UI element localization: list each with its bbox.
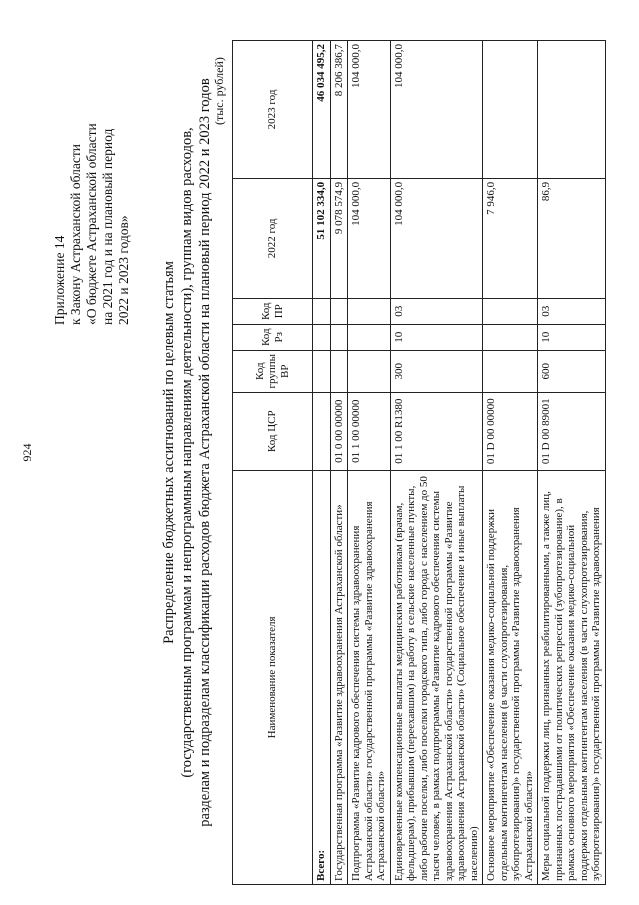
- row-vr: [483, 350, 538, 392]
- row-pr: [483, 298, 538, 324]
- total-2023: 46 034 495,2: [313, 41, 331, 179]
- header-vr: Код группы ВР: [233, 350, 313, 392]
- row-rz: 10: [390, 324, 483, 350]
- row-2023: 104 000,0: [348, 41, 391, 179]
- table-row: [483, 41, 538, 885]
- row-2023: [538, 41, 606, 179]
- header-2023: 2023 год: [233, 41, 313, 179]
- row-rz: 10: [538, 324, 606, 350]
- title-line-3: разделам и подразделам классификации расходов бюджета Астраханской области на плановый период 2022 и 2023 годов: [197, 78, 213, 827]
- row-name: Государственная программа «Развитие здравоохранения Астраханской области»: [330, 470, 348, 884]
- header-2022: 2022 год: [233, 178, 313, 298]
- table-header-row: [233, 41, 313, 885]
- appendix-header: [52, 25, 132, 325]
- row-pr: 03: [538, 298, 606, 324]
- row-pr: [330, 298, 348, 324]
- row-name: Единовременные компенсационные выплаты медицинским работникам (врачам, фельдшерам), прибывшим (переехавшим) на работу в сельские населенные пункты, либо рабочие поселки, либо поселки городского типа, либо города с населением до 50 тысяч человек, в рамках подпрограммы «Развитие кадрового обеспечения системы здравоохранения Астраханской области» государственной программы «Развитие здравоохранения Астраханской области» (Социальное обеспечение и иные выплаты населению): [390, 470, 483, 884]
- row-csr: 01 0 00 00000: [330, 392, 348, 470]
- row-vr: [330, 350, 348, 392]
- table-row: [390, 41, 483, 885]
- row-pr: [348, 298, 391, 324]
- row-csr: 01 D 00 89001: [538, 392, 606, 470]
- appendix-line-3: «О бюджете Астраханской области: [84, 123, 99, 325]
- row-2023: 104 000,0: [390, 41, 483, 179]
- row-2023: 8 206 386,7: [330, 41, 348, 179]
- row-vr: 600: [538, 350, 606, 392]
- row-rz: [330, 324, 348, 350]
- row-rz: [348, 324, 391, 350]
- row-csr: 01 1 00 R1380: [390, 392, 483, 470]
- title-line-2: (государственным программам и непрограммным направлениям деятельности), группам видов расходов,: [179, 127, 195, 778]
- row-name: Подпрограмма «Развитие кадрового обеспечения системы здравоохранения Астраханской области» государственной программы «Развитие здравоохранения Астраханской области»: [348, 470, 391, 884]
- header-csr: Код ЦСР: [233, 392, 313, 470]
- header-rz: Код Рз: [233, 324, 313, 350]
- unit-label: (тыс. рублей): [212, 57, 226, 125]
- row-vr: 300: [390, 350, 483, 392]
- header-pr: Код ПР: [233, 298, 313, 324]
- row-2022: 104 000,0: [390, 178, 483, 298]
- row-csr: 01 D 00 00000: [483, 392, 538, 470]
- row-name: Меры социальной поддержки лиц, признанных реабилитированными, а также лиц, признанных пострадавшими от политических репрессий (зубопротезирование), в рамках основного мероприятия «Обеспечение оказания медико-социальной поддержки отдельным контингентам населения (в части слухопротезирования, зубопротезирования)» государственной программы «Развитие здравоохранения: [538, 470, 606, 884]
- row-2022: 9 078 574,9: [330, 178, 348, 298]
- row-2022: 7 946,0: [483, 178, 538, 298]
- document-title: [160, 40, 214, 865]
- row-2022: 86,9: [538, 178, 606, 298]
- row-vr: [348, 350, 391, 392]
- table-row-total: [313, 41, 331, 885]
- row-rz: [483, 324, 538, 350]
- table-row: [348, 41, 391, 885]
- budget-table: [232, 40, 606, 885]
- total-2022: 51 102 334,0: [313, 178, 331, 298]
- total-label: Всего:: [313, 470, 331, 884]
- appendix-line-1: Приложение 14: [52, 235, 67, 325]
- row-csr: 01 1 00 00000: [348, 392, 391, 470]
- row-2023: [483, 41, 538, 179]
- table-row: [538, 41, 606, 885]
- row-pr: 03: [390, 298, 483, 324]
- page-number: 924: [20, 443, 34, 462]
- row-name: Основное мероприятие «Обеспечение оказания медико-социальной поддержки отдельным контингентам населения (в части слухопротезирования, зубопротезирования)» государственной программы «Развитие здравоохранения Астраханской области»: [483, 470, 538, 884]
- appendix-line-2: к Закону Астраханской области: [68, 143, 83, 325]
- appendix-line-4: на 2021 год и на плановый период: [100, 128, 115, 325]
- row-2022: 104 000,0: [348, 178, 391, 298]
- header-name: Наименование показателя: [233, 470, 313, 884]
- appendix-line-5: 2022 и 2023 годов»: [116, 215, 131, 325]
- table-row: [330, 41, 348, 885]
- title-line-1: Распределение бюджетных ассигнований по целевым статьям: [161, 261, 177, 644]
